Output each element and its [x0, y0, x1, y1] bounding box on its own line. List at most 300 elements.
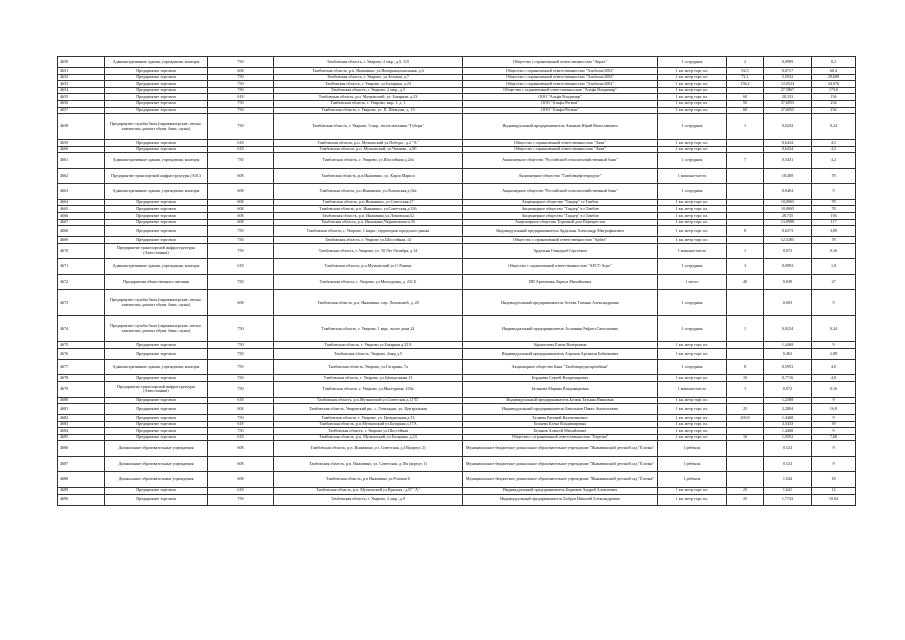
table-cell: 618: [208, 146, 274, 153]
table-cell: Индивидуальный предприниматель Бирюков Андрей Алексеевич: [463, 487, 658, 494]
table-cell: 0,463: [764, 348, 812, 359]
table-cell: 234: [812, 100, 856, 107]
table-cell: 618: [208, 421, 274, 428]
table-cell: 39: [812, 421, 856, 428]
table-cell: 78: [812, 206, 856, 213]
table-cell: 9: [812, 184, 856, 200]
table-cell: [727, 199, 764, 206]
table-cell: 750: [208, 114, 274, 140]
table-cell: 4,8: [812, 359, 856, 375]
table-cell: Акционерное общество "Тамбовнефтепродукт": [463, 168, 658, 184]
table-cell: 72,1: [727, 74, 764, 81]
table-row: [58, 397, 856, 404]
table-cell: 29,608: [812, 74, 856, 81]
table-cell: 2,2804: [764, 404, 812, 415]
table-cell: 234: [812, 107, 856, 114]
table-cell: Административные здания, учреждения, конторы: [105, 184, 208, 200]
table-cell: Индивидуальный предприниматель Асланянц Рафаел Самсонович: [463, 316, 658, 342]
table-cell: Дошкольные образовательные учреждения: [105, 472, 208, 488]
table-cell: Административные здания, учреждения, конторы: [105, 153, 208, 169]
table-cell: 4670: [58, 243, 105, 259]
table-cell: Предприятие торговли: [105, 74, 208, 81]
table-cell: [727, 472, 764, 488]
table-cell: Тамбовская область, г. Уварово, ул. 50 Лет Октября, д.14: [274, 243, 463, 259]
table-cell: Акционерное общество "Российский сельскохозяйственный банк": [463, 153, 658, 169]
table-row: [58, 206, 856, 213]
table-row: [58, 316, 856, 342]
table-cell: Общество с ограниченной ответственностью "Аква": [463, 140, 658, 147]
table-cell: 4653: [58, 81, 105, 88]
table-cell: 1 кв. метр торг. пл.: [658, 375, 727, 382]
table-cell: Общество с ограниченной ответственностью "Альбион-2002": [463, 74, 658, 81]
table-cell: 750: [208, 274, 274, 290]
table-row: [58, 415, 856, 422]
table-cell: Предприятие службы быта (парикмахерские, ателье, химчистки, ремонт обуви, бани, сауны): [105, 114, 208, 140]
table-cell: 4689: [58, 487, 105, 494]
table-cell: Тамбовская область, г. Уварово, ул.Центральная 13: [274, 375, 463, 382]
table-cell: 16: [727, 434, 764, 441]
table-cell: 750: [208, 100, 274, 107]
table-cell: Предприятие торговли: [105, 199, 208, 206]
table-cell: 40: [727, 274, 764, 290]
table-cell: Тамбовская область, г. Уварово, 3 мкр., возле магазина "Губерн": [274, 114, 463, 140]
table-cell: 0,0893: [764, 259, 812, 275]
table-cell: 1 кв. метр торг. пл.: [658, 421, 727, 428]
table-cell: 608: [208, 199, 274, 206]
table-cell: 78: [812, 199, 856, 206]
table-cell: 2,88: [812, 348, 856, 359]
table-cell: Предприятие торговли: [105, 375, 208, 382]
table-cell: [727, 140, 764, 147]
table-cell: 9: [812, 342, 856, 349]
table-cell: 1 место: [658, 274, 727, 290]
table-cell: 1 сотрудник: [658, 290, 727, 316]
table-cell: 0,0234: [764, 114, 812, 140]
table-cell: 0,24: [812, 114, 856, 140]
table-cell: 604: [208, 404, 274, 415]
table-cell: 4660: [58, 146, 105, 153]
table-cell: 92,5: [727, 68, 764, 75]
table-cell: 4690: [58, 494, 105, 505]
table-cell: 750: [208, 153, 274, 169]
table-cell: 18,408: [764, 168, 812, 184]
table-cell: Тамбовская область, г. Уварово, ул.Базарная, д.23: [274, 81, 463, 88]
table-cell: 4676: [58, 348, 105, 359]
table-cell: 1 сотрудник: [658, 359, 727, 375]
table-cell: 750: [208, 342, 274, 349]
table-cell: 1,0502: [764, 434, 812, 441]
table-cell: 618: [208, 140, 274, 147]
table-cell: 1 кв. метр торг. пл.: [658, 397, 727, 404]
table-cell: 60: [727, 107, 764, 114]
table-cell: 4677: [58, 359, 105, 375]
table-cell: Тамбовская область, р.п. Мучкапский ул.Победы , д.2 "А": [274, 140, 463, 147]
table-cell: 750: [208, 243, 274, 259]
table-cell: [727, 428, 764, 435]
table-cell: 750: [208, 494, 274, 505]
table-cell: 1: [727, 243, 764, 259]
table-cell: 608: [208, 472, 274, 488]
table-cell: 1: [727, 114, 764, 140]
table-cell: ООО "Альфа-Регион": [463, 107, 658, 114]
table-cell: 25: [727, 487, 764, 494]
table-cell: Предприятие торговли: [105, 494, 208, 505]
table-cell: 0,6434: [764, 146, 812, 153]
table-cell: Предприятие торговли: [105, 68, 208, 75]
table-cell: Тамбовская область, г. Уварово, ул. Центральная,д.13: [274, 415, 463, 422]
table-cell: Предприятие торговли: [105, 397, 208, 404]
table-cell: 1 сотрудник: [658, 184, 727, 200]
table-row: [58, 441, 856, 457]
table-cell: 4659: [58, 140, 105, 147]
table-cell: [727, 397, 764, 404]
table-cell: 1 машино-место: [658, 243, 727, 259]
table-cell: Предприятие торговли: [105, 206, 208, 213]
table-cell: Тамбовская область, г. Уварово, ул.Шоссейная д.24а: [274, 153, 463, 169]
table-cell: 1 кв. метр торг. пл.: [658, 487, 727, 494]
table-row: [58, 226, 856, 237]
table-row: [58, 472, 856, 488]
table-cell: 0,523: [764, 441, 812, 457]
table-cell: 0,24: [812, 316, 856, 342]
table-cell: 8: [727, 359, 764, 375]
table-cell: 4687: [58, 456, 105, 472]
table-cell: 4661: [58, 153, 105, 169]
table-cell: Тамбовская область, р.п Инжавино ул.Розовая 6: [274, 472, 463, 488]
table-cell: 750: [208, 74, 274, 81]
table-cell: Тамбовская область, р.п. Мучкапский, ул. Базарная, д.23: [274, 94, 463, 101]
table-row: [58, 68, 856, 75]
table-cell: 9: [812, 290, 856, 316]
table-row: [58, 81, 856, 88]
table-cell: 4,5: [812, 140, 856, 147]
table-cell: 1 кв. метр торг. пл.: [658, 199, 727, 206]
table-cell: 2: [727, 57, 764, 68]
table-cell: Предприятие торговли: [105, 342, 208, 349]
table-cell: 4663: [58, 184, 105, 200]
table-cell: 28,735: [764, 213, 812, 220]
table-row: [58, 100, 856, 107]
table-cell: 4650: [58, 57, 105, 68]
table-row: [58, 487, 856, 494]
table-cell: 4667: [58, 219, 105, 226]
table-cell: 4675: [58, 342, 105, 349]
table-cell: 1 ребенок: [658, 441, 727, 457]
table-cell: Предприятие торговли: [105, 434, 208, 441]
table-cell: Общество с ограниченной ответственностью "Альфа Владимир": [463, 87, 658, 94]
table-row: [58, 114, 856, 140]
table-cell: 0,0717: [764, 68, 812, 75]
table-cell: 1 кв. метр торг. пл.: [658, 146, 727, 153]
table-cell: 750: [208, 226, 274, 237]
table-row: [58, 404, 856, 415]
table-row: [58, 74, 856, 81]
table-cell: 4688: [58, 472, 105, 488]
table-row: [58, 375, 856, 382]
table-cell: Тамбовская область, г. Уварово, 1 мкр., возле дома 24: [274, 316, 463, 342]
table-cell: 203,8: [727, 415, 764, 422]
table-cell: 1 кв. метр торг. пл.: [658, 107, 727, 114]
table-cell: [727, 213, 764, 220]
table-cell: Предприятие транспортной инфраструктуры (Автостоянки): [105, 382, 208, 398]
table-cell: 0,523: [764, 456, 812, 472]
table-cell: 618: [208, 434, 274, 441]
table-cell: Индивидуальный предприниматель Белюн Татьяна Ивановна: [463, 397, 658, 404]
table-cell: 4,2: [812, 153, 856, 169]
table-cell: 4,8: [812, 375, 856, 382]
table-cell: 1 сотрудник: [658, 114, 727, 140]
table-cell: [727, 168, 764, 184]
table-row: [58, 382, 856, 398]
table-cell: Предприятие службы быта (парикмахерские, ателье, химчистки, ремонт обуви, бани, сауны): [105, 316, 208, 342]
table-cell: 25: [727, 404, 764, 415]
table-cell: [727, 456, 764, 472]
table-cell: 16,8: [812, 404, 856, 415]
table-cell: 1 кв. метр торг. пл.: [658, 94, 727, 101]
table-cell: Предприятия общественного питания: [105, 274, 208, 290]
table-cell: 37,6055: [764, 107, 812, 114]
table-cell: 4672: [58, 274, 105, 290]
table-cell: 1 ребенок: [658, 472, 727, 488]
table-cell: Тамбовская область, г. Уварово, мкр. 1, д. 1: [274, 100, 463, 107]
table-cell: 34,976: [812, 81, 856, 88]
table-cell: 4655: [58, 94, 105, 101]
table-body: [58, 57, 856, 506]
table-cell: Предприятие торговли: [105, 415, 208, 422]
table-row: [58, 342, 856, 349]
table-cell: 618: [208, 94, 274, 101]
table-cell: 12: [812, 487, 856, 494]
table-row: [58, 213, 856, 220]
table-row: [58, 237, 856, 244]
table-cell: Афанасьева Елена Валерьевна: [463, 342, 658, 349]
table-cell: 1 кв. метр торг. пл.: [658, 415, 727, 422]
table-cell: 156: [812, 94, 856, 101]
table-cell: Индивидуальный предприниматель Ардальян Александр Митрофанович: [463, 226, 658, 237]
table-cell: 608: [208, 290, 274, 316]
table-cell: 4652: [58, 74, 105, 81]
table-cell: Тамбовская область, р.п. Инжавино, ул.Советская,д.33б: [274, 206, 463, 213]
table-cell: 1 кв. метр торг. пл.: [658, 434, 727, 441]
table-cell: Тамбовская область, р.п.Инжавино, ул.Ломовская д.54а: [274, 184, 463, 200]
table-cell: 1,8: [812, 259, 856, 275]
table-cell: 117: [812, 219, 856, 226]
table-cell: 1 сотрудник: [658, 153, 727, 169]
table-cell: Тамбовская область, р.п. Инжавино,Черняховского,5б: [274, 219, 463, 226]
table-cell: Акционерное общество "Тандер" в г.Тамбов: [463, 206, 658, 213]
table-row: [58, 434, 856, 441]
table-cell: Беляков Алексей Михайлович: [463, 428, 658, 435]
table-cell: 4685: [58, 434, 105, 441]
table-row: [58, 146, 856, 153]
table-cell: 0,072: [764, 243, 812, 259]
table-cell: Общество с ограниченной ответственностью "Альбион-2002": [463, 81, 658, 88]
table-row: [58, 359, 856, 375]
table-cell: Общество с ограниченной ответственностью "Березка": [463, 434, 658, 441]
table-row: [58, 140, 856, 147]
table-cell: 4666: [58, 213, 105, 220]
table-cell: Муниципальное бюджетное дошкольное образовательное учреждение "Инжавинский детский сад "Ёлочка": [463, 441, 658, 457]
table-cell: 0,5953: [764, 359, 812, 375]
table-cell: Предприятие торговли: [105, 237, 208, 244]
table-cell: 5,5032: [764, 74, 812, 81]
table-cell: Предприятие торговли: [105, 487, 208, 494]
table-cell: Тамбовская область, г. Уварово, ул.Зеленая, д.7: [274, 74, 463, 81]
table-cell: 4682: [58, 415, 105, 422]
table-cell: Предприятие торговли: [105, 226, 208, 237]
table-cell: 4654: [58, 87, 105, 94]
table-cell: 1,4468: [764, 428, 812, 435]
table-cell: 1 кв. метр торг. пл.: [658, 226, 727, 237]
table-cell: 25: [727, 494, 764, 505]
table-cell: 750: [208, 359, 274, 375]
table-cell: Тамбовская область, р.п.Инжавино, ул. Карла Маркса: [274, 168, 463, 184]
waste-norms-table: [57, 56, 856, 506]
table-cell: 9: [812, 441, 856, 457]
table-cell: [727, 146, 764, 153]
table-cell: Тамбовская область, р.п. Инжавино, ул.Интернациональная, д.4: [274, 68, 463, 75]
table-cell: Акционерное общество Банк "Тамбовкредитпромбанк": [463, 359, 658, 375]
table-cell: 4664: [58, 199, 105, 206]
table-cell: 0,049: [764, 274, 812, 290]
table-cell: Предприятие торговли: [105, 107, 208, 114]
table-cell: 12,0524: [764, 81, 812, 88]
table-cell: 1,044: [764, 472, 812, 488]
table-cell: 0,16: [812, 243, 856, 259]
table-cell: 4651: [58, 68, 105, 75]
table-cell: Административные здания, учреждения, конторы: [105, 259, 208, 275]
table-cell: 10,0065: [764, 206, 812, 213]
table-cell: 750: [208, 375, 274, 382]
table-cell: 0,603: [764, 290, 812, 316]
table-cell: 50: [727, 100, 764, 107]
table-cell: 1 машино-место: [658, 382, 727, 398]
table-cell: Муниципальное бюджетное дошкольное образовательное учреждение "Инжавинский детский сад "Ёлочка": [463, 472, 658, 488]
table-cell: 4668: [58, 226, 105, 237]
table-cell: 28,333: [764, 94, 812, 101]
table-cell: Индивидуальный предприниматель Бобров Николай Александрович: [463, 494, 658, 505]
table-cell: 608: [208, 206, 274, 213]
table-cell: 12,5285: [764, 237, 812, 244]
table-cell: Предприятие транспортной инфраструктуры (Автостоянки): [105, 243, 208, 259]
table-row: [58, 87, 856, 94]
table-cell: 18: [812, 472, 856, 488]
table-cell: 4678: [58, 375, 105, 382]
table-cell: 618: [208, 487, 274, 494]
table-cell: 4679: [58, 382, 105, 398]
table-cell: 1 кв. метр торг. пл.: [658, 68, 727, 75]
table-cell: Предприятие торговли: [105, 87, 208, 94]
table-cell: 1 кв. метр торг. пл.: [658, 494, 727, 505]
table-cell: Тамбовская область, г. Уварово ул.Шоссейная, 14: [274, 237, 463, 244]
table-cell: 37,6055: [764, 100, 812, 107]
table-cell: 4684: [58, 428, 105, 435]
table-cell: Дошкольные образовательные учреждения: [105, 441, 208, 457]
table-cell: Индивидуальный предприниматель Асеева Татьяна Александровна: [463, 290, 658, 316]
table-cell: Беляева Елена Владимировна: [463, 421, 658, 428]
table-row: [58, 184, 856, 200]
table-cell: Предприятие торговли: [105, 404, 208, 415]
table-cell: [727, 342, 764, 349]
table-cell: 1 кв. метр торг. пл.: [658, 348, 727, 359]
table-cell: 1 сотрудник: [658, 57, 727, 68]
table-cell: 0,16: [812, 382, 856, 398]
table-cell: 10,04: [812, 494, 856, 505]
table-cell: Предприятие торговли: [105, 140, 208, 147]
table-cell: Предприятие торговли: [105, 421, 208, 428]
table-cell: 9: [812, 415, 856, 422]
table-cell: Тамбовская область, г. Уварово, ул. П. Шевцова, д. 19: [274, 107, 463, 114]
table-cell: 608: [208, 219, 274, 226]
table-cell: 4657: [58, 107, 105, 114]
table-cell: 27,5867: [764, 87, 812, 94]
data-sheet: [57, 56, 855, 506]
table-cell: 156,2: [727, 81, 764, 88]
table-cell: Административные здания, учреждения, конторы: [105, 57, 208, 68]
table-cell: [727, 184, 764, 200]
table-cell: 13,9998: [764, 219, 812, 226]
table-row: [58, 153, 856, 169]
table-cell: 1 сотрудник: [658, 259, 727, 275]
table-cell: Предприятие торговли: [105, 81, 208, 88]
table-cell: 0,6373: [764, 226, 812, 237]
table-cell: 750: [208, 57, 274, 68]
table-cell: Тамбовская область, г. Уварово, 2 мкр., д.5, 115: [274, 57, 463, 68]
table-row: [58, 259, 856, 275]
table-cell: Тамбовская область, г. Уварово, ул.Многурина, д. 231 Б: [274, 274, 463, 290]
table-cell: 750: [208, 87, 274, 94]
table-cell: Муниципальное бюджетное дошкольное образовательное учреждение "Инжавинский детский сад "Ёлочка": [463, 456, 658, 472]
table-cell: [727, 87, 764, 94]
table-cell: 4665: [58, 206, 105, 213]
table-cell: Предприятие транспортной инфраструктуры (АЗС): [105, 168, 208, 184]
table-cell: 1 сотрудник: [658, 316, 727, 342]
table-cell: 4669: [58, 237, 105, 244]
table-row: [58, 494, 856, 505]
table-cell: 750: [208, 237, 274, 244]
table-cell: 1: [727, 382, 764, 398]
table-cell: [727, 206, 764, 213]
table-cell: 608: [208, 184, 274, 200]
table-cell: 0,6434: [764, 140, 812, 147]
table-cell: Тамбовская область, г. Уварово, 1 мкрн., территория городского рынка: [274, 226, 463, 237]
table-cell: Тамбовская область, г. Уварово ул.Базарная д.23 Б: [274, 342, 463, 349]
table-cell: 608: [208, 68, 274, 75]
table-cell: Индивидуальный предприниматель Ахроков Артавази Бабкенович: [463, 348, 658, 359]
table-cell: 608: [208, 213, 274, 220]
table-cell: Общество с ограниченной ответственностью "Альбион-2002": [463, 68, 658, 75]
table-cell: Предприятие торговли: [105, 100, 208, 107]
table-cell: 750: [208, 81, 274, 88]
table-cell: 1 кв. метр торг. пл.: [658, 100, 727, 107]
table-cell: Тамбовская область, р.п. Мучкапский ул.Красная , д.87 "А": [274, 487, 463, 494]
table-row: [58, 199, 856, 206]
table-cell: Тамбовская область, р.п. Мучкапский, ул.Базарная, д.23: [274, 434, 463, 441]
table-cell: 750: [208, 316, 274, 342]
table-cell: Предприятие торговли: [105, 146, 208, 153]
table-row: [58, 290, 856, 316]
table-cell: Общество с ограниченной ответственностью "Аврал": [463, 57, 658, 68]
table-cell: ИП Артеменко Лариса Михайловна: [463, 274, 658, 290]
table-cell: 750: [208, 428, 274, 435]
table-cell: Тамбовская область, р.п. Инжавино, пер. Ломовской, д. 20: [274, 290, 463, 316]
table-cell: 0,0404: [764, 184, 812, 200]
table-cell: Общество с ограниченной ответственностью "АРСТ-Агро": [463, 259, 658, 275]
table-cell: Тамбовская область, г. Уварово, ул.Многурина, 103а: [274, 382, 463, 398]
table-cell: 78: [812, 237, 856, 244]
table-cell: 1 кв. метр торг. пл.: [658, 219, 727, 226]
table-cell: ООО "Альфа-Регион": [463, 100, 658, 107]
